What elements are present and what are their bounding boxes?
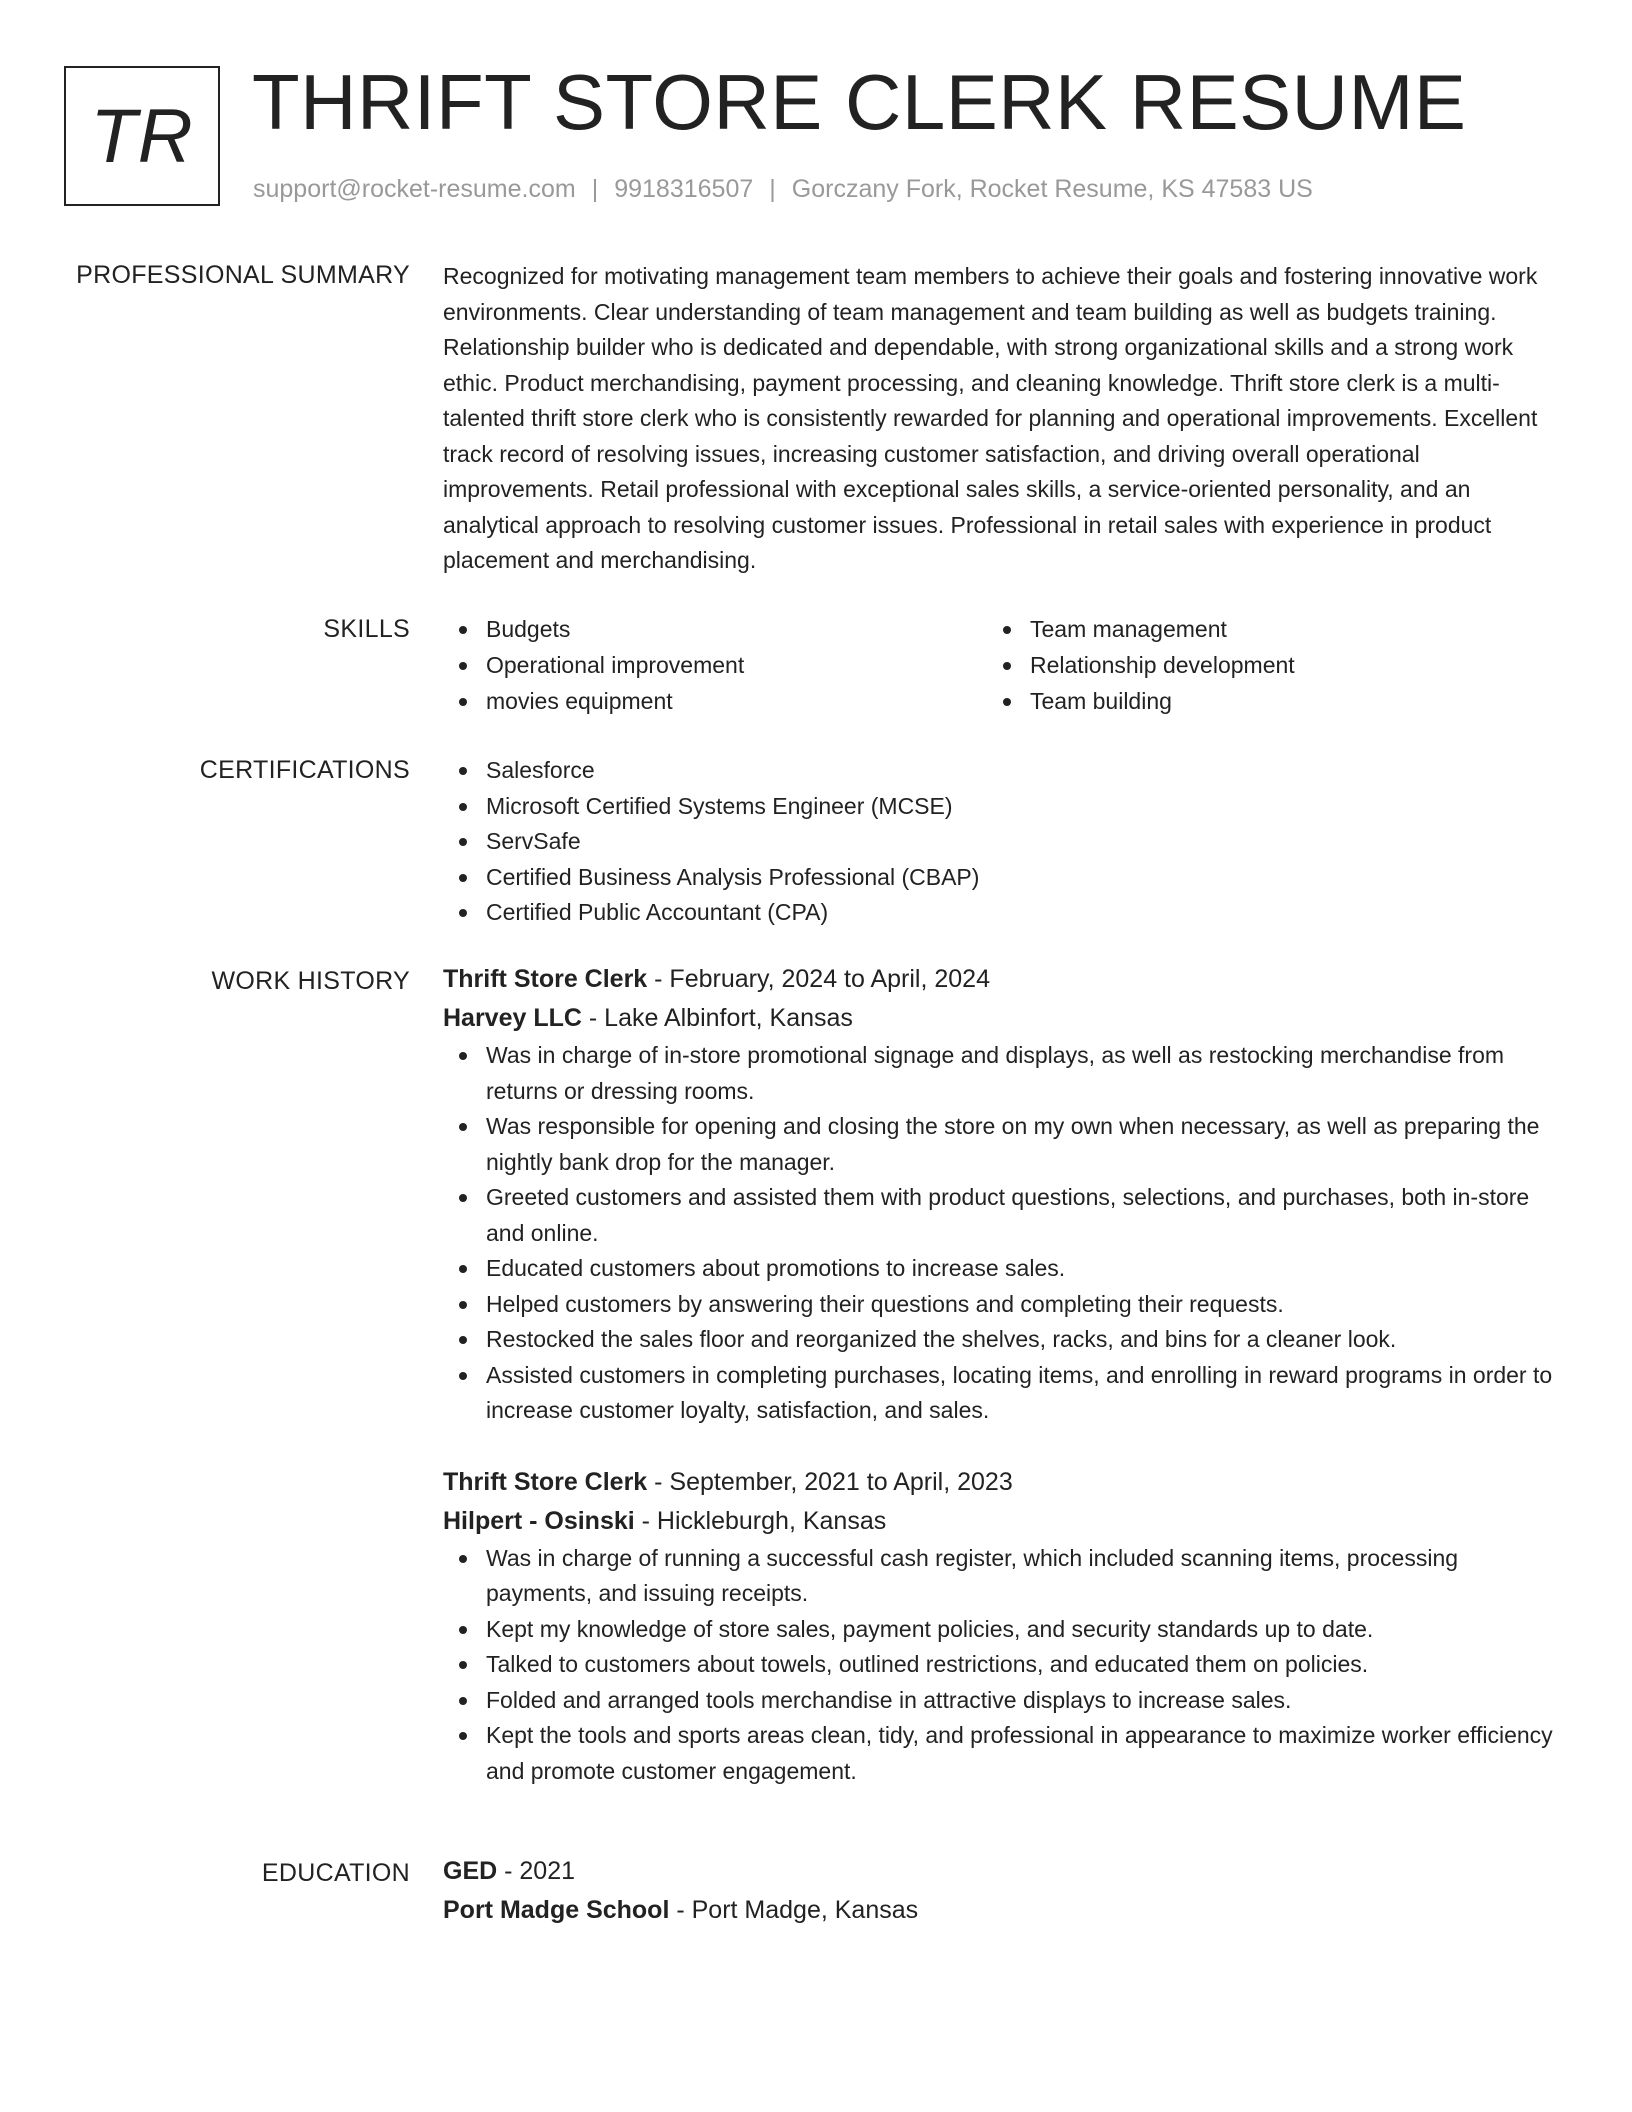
certification-item: Salesforce	[443, 753, 1553, 789]
job-duty-item: Helped customers by answering their questions and completing their requests.	[443, 1287, 1553, 1323]
certification-item: ServSafe	[443, 824, 1553, 860]
job-duty-item: Talked to customers about towels, outlined restrictions, and educated them on policies.	[443, 1647, 1553, 1683]
job-duty-item: Educated customers about promotions to increase sales.	[443, 1251, 1553, 1287]
job-title-line	[443, 1463, 1553, 1502]
job-duty-item: Greeted customers and assisted them with product questions, selections, and purchases, both in-store and online.	[443, 1180, 1553, 1251]
page-title: THRIFT STORE CLERK RESUME	[252, 58, 1467, 146]
certifications-heading: CERTIFICATIONS	[199, 756, 410, 784]
skill-item: Relationship development	[987, 648, 1531, 684]
job-employer-line	[443, 1502, 1553, 1541]
job-title: Thrift Store Clerk	[443, 1467, 648, 1496]
job-employer-line	[443, 999, 1553, 1038]
contact-address: Gorczany Fork, Rocket Resume, KS 47583 US	[791, 175, 1313, 203]
education-body	[443, 1852, 1553, 1930]
monogram-logo	[64, 66, 220, 206]
monogram-initials: TR	[90, 93, 194, 179]
education-school: Port Madge School	[443, 1896, 670, 1924]
work-history-body	[443, 960, 1553, 1789]
certification-item: Microsoft Certified Systems Engineer (MCSE)	[443, 789, 1553, 825]
job-dates: - September, 2021 to April, 2023	[647, 1467, 1013, 1496]
certification-item: Certified Business Analysis Professional (CBAP)	[443, 860, 1553, 896]
job-duty-item: Folded and arranged tools merchandise in attractive displays to increase sales.	[443, 1683, 1553, 1719]
certification-item: Certified Public Accountant (CPA)	[443, 895, 1553, 931]
education-location: - Port Madge, Kansas	[669, 1896, 919, 1924]
skill-item: Operational improvement	[443, 648, 987, 684]
contact-line	[253, 172, 1313, 206]
job-duty-item: Restocked the sales floor and reorganized the shelves, racks, and bins for a cleaner look.	[443, 1322, 1553, 1358]
education-degree: GED	[443, 1857, 498, 1885]
summary-body	[443, 259, 1553, 579]
skill-item: Budgets	[443, 612, 987, 648]
job-duty-item: Kept the tools and sports areas clean, tidy, and professional in appearance to maximize worker efficiency and promote customer engagement.	[443, 1718, 1553, 1789]
skills-body	[443, 612, 1553, 720]
contact-separator: |	[591, 175, 599, 203]
job-duty-item: Kept my knowledge of store sales, payment policies, and security standards up to date.	[443, 1612, 1553, 1648]
job-duty-item: Was in charge of running a successful cash register, which included scanning items, processing payments, and issuing receipts.	[443, 1541, 1553, 1612]
certifications-body	[443, 753, 1553, 931]
work-history-heading: WORK HISTORY	[211, 967, 410, 995]
education-school-line	[443, 1891, 1553, 1930]
summary-text: Recognized for motivating management team members to achieve their goals and fostering innovative work environments. Clear understanding of team management and team building as well as budgets training. Relationship builder who is dedicated and dependable, with strong organizational skills and a strong work ethic. Product merchandising, payment processing, and cleaning knowledge. Thrift store clerk is a multi-talented thrift store clerk who is consistently rewarded for planning and operational improvements. Excellent track record of resolving issues, increasing customer satisfaction, and driving overall operational improvements. Retail professional with exceptional sales skills, a service-oriented personality, and an analytical approach to resolving customer issues. Professional in retail sales with experience in product placement and merchandising.	[443, 263, 1538, 573]
job-duty-item: Was in charge of in-store promotional signage and displays, as well as restocking merchandise from returns or dressing rooms.	[443, 1038, 1553, 1109]
education-degree-line	[443, 1852, 1553, 1891]
job-location: - Lake Albinfort, Kansas	[581, 1004, 853, 1032]
job-duty-item: Assisted customers in completing purchases, locating items, and enrolling in reward programs in order to increase customer loyalty, satisfaction, and sales.	[443, 1358, 1553, 1429]
skills-list	[443, 612, 1553, 720]
job-duties-list	[443, 1541, 1553, 1790]
skill-item: Team management	[987, 612, 1531, 648]
job-title: Thrift Store Clerk	[443, 965, 648, 993]
job-entry	[443, 960, 1553, 1429]
job-title-line	[443, 960, 1553, 999]
education-heading: EDUCATION	[261, 1859, 410, 1887]
job-duty-item: Was responsible for opening and closing the store on my own when necessary, as well as preparing the nightly bank drop for the manager.	[443, 1109, 1553, 1180]
contact-email: support@rocket-resume.com	[253, 175, 576, 203]
skill-item: Team building	[987, 684, 1531, 720]
job-employer: Hilpert - Osinski	[443, 1506, 635, 1535]
contact-separator: |	[769, 175, 776, 203]
summary-heading: PROFESSIONAL SUMMARY	[76, 261, 410, 289]
skills-heading: SKILLS	[323, 615, 410, 643]
job-employer: Harvey LLC	[443, 1004, 582, 1032]
job-duties-list	[443, 1038, 1553, 1429]
skill-item: movies equipment	[443, 684, 987, 720]
education-year: - 2021	[497, 1857, 576, 1885]
job-dates: - February, 2024 to April, 2024	[647, 965, 990, 993]
contact-phone: 9918316507	[614, 175, 754, 203]
job-location: - Hickleburgh, Kansas	[634, 1506, 887, 1535]
certifications-list	[443, 753, 1553, 931]
job-entry	[443, 1463, 1553, 1790]
